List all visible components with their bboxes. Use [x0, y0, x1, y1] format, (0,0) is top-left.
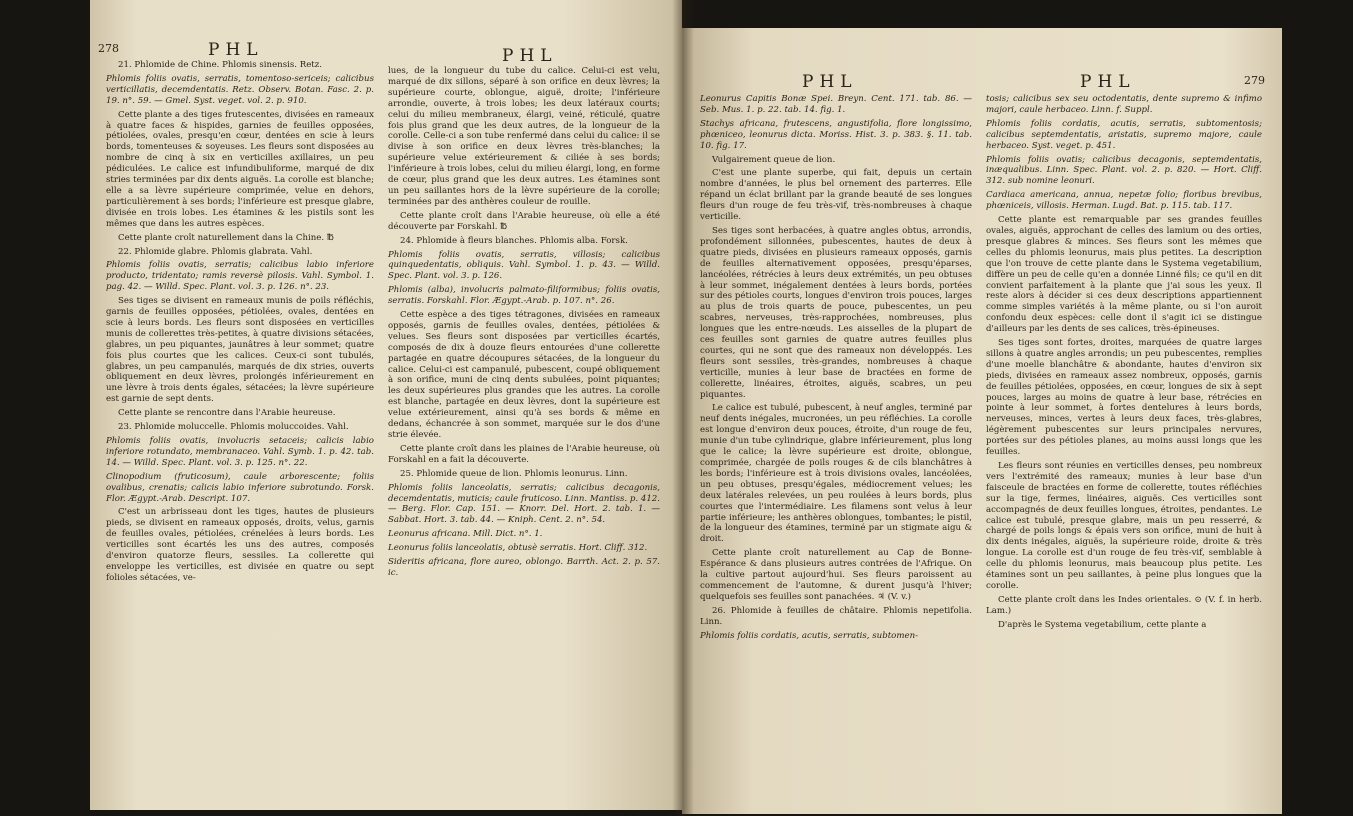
citation: Phlomis (alba), involucris palmato-filiformibus; foliis ovatis, serratis. Forskahl. Flor. Ægypt.-Arab. p. 107. n°. 26. [388, 285, 660, 307]
citation: Phlomis foliis ovatis; calicibus decagonis, septemdentatis, inæqualibus. Linn. Spec. Plant. vol. 2. p. 820. — Hort. Cliff. 312. sub nomine leonuri. [986, 154, 1262, 187]
paragraph: Les fleurs sont réunies en verticilles denses, peu nombreux vers l'extrémité des rameaux; munies à leur base d'un faisceule de bractées en forme de collerette, toutes réfléchies sur la tige, fermes, linéaires, aiguës. Ces verticilles sont accompagnés de deux feuilles longues, étroites, pendantes. Le calice est tubulé, presque glabre, mais un peu resserré, & chargé de poils longs & épais vers son orifice, muni de huit à dix dents inégales, aiguës, la supérieure roide, droite & très longue. La corolle est d'un rouge de feu très-vif, semblable à celle du phlomis leonurus, mais beaucoup plus petite. Les étamines sont un peu saillantes, à peine plus longues que la corolle. [986, 461, 1262, 591]
citation: Sideritis africana, flore aureo, oblongo. Barrth. Act. 2. p. 57. ic. [388, 557, 660, 578]
running-head: PHL [802, 72, 858, 92]
left-page [90, 0, 682, 810]
citation: Leonurus africana. Mill. Dict. n°. 1. [388, 529, 543, 540]
paragraph: Cette plante se rencontre dans l'Arabie heureuse. [118, 408, 336, 419]
paragraph: C'est une plante superbe, qui fait, depuis un certain nombre d'années, le plus bel ornement des parterres. Elle répand un éclat brillant par la grande beauté de ses longues fleurs d'un rouge de feu très-vif, très-nombreuses à chaque verticille. [700, 168, 972, 223]
paragraph: C'est un arbrisseau dont les tiges, hautes de plusieurs pieds, se divisent en rameaux opposés, droits, velus, garnis de feuilles ovales, pétiolées, crénelées à leurs bords. Les verticilles sont écartés les uns des autres, composés d'environ quatorze fleurs, sessiles. La collerette qui enveloppe les verticilles, est divisée en quatre ou sept folioles sétacées, ve- [106, 507, 374, 583]
paragraph: Le calice est tubulé, pubescent, à neuf angles, terminé par neuf dents inégales, mucronées, un peu réfléchies. La corolle est longue d'environ deux pouces, étroite, d'un rouge de feu, munie d'un tube cylindrique, glabre inférieurement, plus long que le calice; la lèvre supérieure est droite, oblongue, comprimée, chargée de poils rouges & de cils blanchâtres à les bords; l'inférieure est à trois divisions ovales, lancéolées, un peu obtuses, presqu'égales, médiocrement velues; les deux latérales relevées, un peu roulées à leurs bords, plus courtes que l'intermédiaire. Les filamens sont velus à leur partie inférieure; les anthères oblongues, tombantes; le pistil, de la longueur des étamines, terminé par un stigmate aigu & droit. [700, 403, 972, 545]
paragraph: Cette plante croît dans les Indes orientales. ⊙ (V. f. in herb. Lam.) [986, 594, 1262, 616]
text-column-left [700, 94, 972, 804]
paragraph: 24. Phlomide à fleurs blanches. Phlomis alba. Forsk. [400, 235, 628, 246]
book-gutter [672, 0, 694, 816]
paragraph: Cette plante croît dans l'Arabie heureuse, où elle a été découverte par Forskahl. ℔ [388, 210, 660, 232]
running-head: PHL [208, 40, 264, 60]
running-head: PHL [1080, 72, 1136, 92]
citation: Phlomis foliis lanceolatis, serratis; calicibus decagonis, decemdentatis, muticis; caule fruticoso. Linn. Mantiss. p. 412. — Berg. Flor. Cap. 151. — Knorr. Del. Hort. 2. tab. 1. — Sabbat. Hort. 3. tab. 44. — Kniph. Cent. 2. n°. 54. [388, 482, 660, 526]
paragraph: Cette plante croît dans les plaines de l'Arabie heureuse, où Forskahl en a fait la découverte. [388, 443, 660, 465]
right-page [682, 28, 1282, 814]
page-number: 279 [1244, 74, 1265, 87]
paragraph: Cette espèce a des tiges tétragones, divisées en rameaux opposés, garnis de feuilles ovales, dentées, pétiolées & velues. Ses fleurs sont disposées par verticilles écartés, composés de dix à douze fleurs entourées d'une collerette partagée en quatre découpures sétacées, de la longueur du calice. Celui-ci est campanulé, pubescent, coupé obliquement à son orifice, muni de cinq dents subulées, point piquantes; les deux supérieures plus grandes que les autres. La corolle est blanche, partagée en deux lèvres, dont la supérieure est velue extérieurement, ainsi qu'à ses bords & même en dedans, échancrée à son sommet, marquée sur le dos d'une strie élevée. [388, 310, 660, 440]
citation: Phlomis foliis ovatis, serratis; calicibus labio inferiore producto, tridentato; ramis reversè pilosis. Vahl. Symbol. 1. pag. 42. — Willd. Spec. Plant. vol. 3. p. 126. n°. 23. [106, 260, 374, 293]
paragraph: Vulgairement queue de lion. [712, 154, 836, 165]
citation: Clinopodium (fruticosum), caule arborescente; foliis ovalibus, crenatis; calicis labio inferiore subrotundo. Forsk. Flor. Ægypt.-Arab. Descript. 107. [106, 471, 374, 504]
citation: Phlomis foliis ovatis, serratis, villosis; calicibus quinquedentatis, obliquis. Vahl. Symbol. 1. p. 43. — Willd. Spec. Plant. vol. 3. p. 126. [388, 249, 660, 282]
paragraph: 22. Phlomide glabre. Phlomis glabrata. Vahl. [118, 246, 313, 257]
text-column-left [106, 60, 374, 800]
citation: Cardiaca americana, annua, nepetæ folio; floribus brevibus, phœniceis, villosis. Herman. Lugd. Bat. p. 115. tab. 117. [986, 190, 1262, 212]
paragraph: Ses tiges sont herbacées, à quatre angles obtus, arrondis, profondément sillonnées, pubescentes, hautes de deux à quatre pieds, divisées en plusieurs rameaux opposés, garnis de feuilles alternativement opposées, presqu'éparses, lancéolées, rétrécies à leurs deux extrémités, un peu obtuses à leur sommet, inégalement dentées à leurs bords, portées sur des pétioles courts, longues d'environ trois pouces, larges au plus de trois quarts de pouce, pubescentes, un peu scabres, nerveuses, très-rapprochées, nombreuses, plus longues que les entre-nœuds. Les aisselles de la plupart de ces feuilles sont garnies de quatre autres feuilles plus courtes, qui ne sont que des rameaux non développés. Les fleurs sont sessiles, très-grandes, nombreuses à chaque verticille, munies à leur base de bractées en forme de collerette, linéaires, étroites, aiguës, scabres, un peu piquantes. [700, 225, 972, 400]
citation: Phlomis foliis cordatis, acutis, serratis, subtomentosis; calicibus septemdentatis, aristatis, supremo majore, caule herbaceo. Syst. veget. p. 451. [986, 118, 1262, 151]
paragraph: D'après le Systema vegetabilium, cette plante a [998, 619, 1207, 630]
page-number: 278 [98, 42, 119, 55]
paragraph: 21. Phlomide de Chine. Phlomis sinensis. Retz. [118, 60, 323, 70]
paragraph: lues, de la longueur du tube du calice. Celui-ci est velu, marqué de dix sillons, séparé à son orifice en deux lèvres; la supérieure courte, oblongue, aiguë, droite; l'inférieure arrondie, ouverte, à trois lobes; les deux latéraux courts; celui du milieu membraneux, élargi, veiné, réticulé, quatre fois plus grand que les deux autres, de la longueur de la corolle. Celle-ci a son tube renfermé dans celui du calice: il se divise à son orifice en deux lèvres très-blanches; la supérieure velue extérieurement & ciliée à ses bords; l'inférieure à trois lobes, celui du milieu élargi, long, en forme de cœur, plus grand que les deux autres. Les étamines sont un peu saillantes hors de la lèvre supérieure de la corolle; terminées par des anthères couleur de rouille. [388, 66, 660, 207]
paragraph: Cette plante est remarquable par ses grandes feuilles ovales, aiguës, approchant de celles des lamium ou des orties, presque glabres & minces. Ses fleurs sont les mêmes que celles du phlomis leonurus, mais plus petites. La description que l'on trouve de cette plante dans le Systema vegetabilium, diffère un peu de celle qu'en a donnée Linné fils; ce qu'il en dit convient parfaitement à la plante que j'ai sous les yeux. Il reste alors à décider si ces deux descriptions appartiennent comme simples variétés à la même plante, ou si l'on auroit confondu deux espèces: celle dont il s'agit ici se distingue d'ailleurs par les dents de ses calices, très-épineuses. [986, 215, 1262, 335]
paragraph: Ses tiges se divisent en rameaux munis de poils réfléchis, garnis de feuilles opposées, pétiolées, ovales, dentées en scie à leurs bords. Les fleurs sont disposées en verticilles munis de collerettes très-petites, à quatre divisions sétacées, glabres, un peu piquantes, jaunâtres à leur sommet; quatre fois plus courtes que les calices. Ceux-ci sont tubulés, glabres, un peu campanulés, marqués de dix stries, ouverts obliquement en deux lèvres, prolongés inférieurement en une lèvre à trois dents égales, sétacées; la lèvre supérieure est garnie de sept dents. [106, 296, 374, 405]
paragraph: Ses tiges sont fortes, droites, marquées de quatre larges sillons à quatre angles arrondis; un peu pubescentes, remplies d'une moelle blanchâtre & abondante, hautes d'environ six pieds, divisées en rameaux assez nombreux, opposés, garnis de feuilles pétiolées, opposées, en cœur, longues de six à sept pouces, larges au moins de quatre à leur base, rétrécies en pointe à leur sommet, à fortes dentelures à leurs bords, nerveuses, minces, vertes à leurs deux faces, très-glabres, légèrement pubescentes sur leurs principales nervures, portées sur des pétioles planes, au moins aussi longs que les feuilles. [986, 338, 1262, 458]
text-column-right [388, 66, 660, 800]
paragraph: Cette plante croît naturellement dans la Chine. ℔ [118, 232, 334, 243]
citation: Phlomis foliis ovatis, serratis, tomentoso-sericeis; calicibus verticillatis, decemdentatis. Retz. Observ. Botan. Fasc. 2. p. 19. n°. 59. — Gmel. Syst. veget. vol. 2. p. 910. [106, 73, 374, 106]
running-head: PHL [502, 46, 558, 66]
paragraph: 25. Phlomide queue de lion. Phlomis leonurus. Linn. [400, 468, 628, 479]
citation: Phlomis foliis ovatis, involucris setaceis; calicis labio inferiore rotundato, membranaceo. Vahl. Symb. 1. p. 42. tab. 14. — Willd. Spec. Plant. vol. 3. p. 125. n°. 22. [106, 436, 374, 468]
paragraph: Cette plante a des tiges frutescentes, divisées en rameaux à quatre faces & hispides, garnies de feuilles opposées, pétiolées, ovales, presqu'en cœur, dentées en scie à leurs bords, tomenteuses & soyeuses. Les fleurs sont disposées au nombre de cinq à six en verticilles axillaires, un peu pédiculées. Le calice est infundibuliforme, marqué de dix stries terminées par dix dents aiguës. La corolle est blanche; elle a sa lèvre supérieure comprimée, velue en dehors, particulièrement à ses bords; l'inférieure est presque glabre, divisée en trois lobes. Les étamines & les pistils sont les mêmes que dans les autres espèces. [106, 109, 374, 229]
citation: Stachys africana, frutescens, angustifolia, flore longissimo, phœniceo, leonurus dicta. Moriss. Hist. 3. p. 383. §. 11. tab. 10. fig. 17. [700, 118, 972, 151]
text-column-right [986, 94, 1262, 804]
citation: tosis; calicibus sex seu octodentatis, dente supremo & infimo majori, caule herbaceo. Linn. f. Suppl. [986, 94, 1262, 115]
citation: Leonurus Capitis Bonæ Spei. Breyn. Cent. 171. tab. 86. — Seb. Mus. 1. p. 22. tab. 14. fig. 1. [700, 94, 972, 115]
citation: Leonurus foliis lanceolatis, obtusè serratis. Hort. Cliff. 312. [388, 543, 648, 554]
citation: Phlomis foliis cordatis, acutis, serratis, subtomen- [700, 630, 919, 641]
paragraph: 23. Phlomide moluccelle. Phlomis moluccoides. Vahl. [118, 422, 349, 433]
paragraph: 26. Phlomide à feuilles de châtaire. Phlomis nepetifolia. Linn. [700, 605, 972, 627]
paragraph: Cette plante croît naturellement au Cap de Bonne-Espérance & dans plusieurs autres contrées de l'Afrique. On la cultive partout aujourd'hui. Ses fleurs paroissent au commencement de l'automne, & durent jusqu'à l'hiver; quelquefois ses feuilles sont panachées. ♃ (V. v.) [700, 548, 972, 602]
